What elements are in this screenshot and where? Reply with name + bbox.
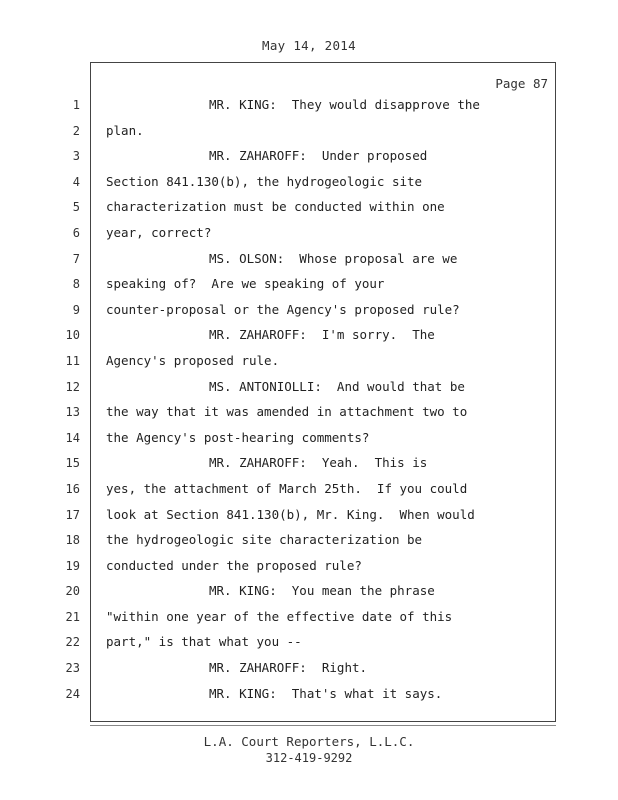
line-number: 12 <box>65 379 80 394</box>
transcript-line: "within one year of the effective date of this <box>106 608 453 624</box>
line-number: 13 <box>65 405 80 420</box>
line-number: 11 <box>65 353 80 368</box>
transcript-line: plan. <box>106 122 144 138</box>
line-number: 21 <box>65 609 80 624</box>
line-number: 17 <box>65 507 80 522</box>
transcript-line: Agency's proposed rule. <box>106 352 280 368</box>
line-number: 24 <box>65 686 80 701</box>
transcript-line: MR. ZAHAROFF: I'm sorry. The <box>209 327 435 343</box>
transcript-line: look at Section 841.130(b), Mr. King. When would <box>106 506 475 522</box>
line-number: 22 <box>65 635 80 650</box>
line-number: 23 <box>65 661 80 676</box>
line-number: 7 <box>72 251 80 266</box>
line-number: 14 <box>65 430 80 445</box>
transcript-line: MR. ZAHAROFF: Right. <box>209 660 368 676</box>
line-number: 6 <box>72 225 80 240</box>
page-number: Page 87 <box>495 76 548 91</box>
transcript-line: MS. ANTONIOLLI: And would that be <box>209 378 465 394</box>
footer <box>0 734 618 766</box>
line-number: 18 <box>65 533 80 548</box>
transcript-line: MS. OLSON: Whose proposal are we <box>209 250 458 266</box>
transcript-line: the Agency's post-hearing comments? <box>106 429 370 445</box>
transcript-line: year, correct? <box>106 224 212 240</box>
line-number-column <box>0 95 84 709</box>
line-number: 19 <box>65 558 80 573</box>
transcript-line: yes, the attachment of March 25th. If you could <box>106 480 468 496</box>
line-number: 9 <box>72 302 80 317</box>
transcript-line: part," is that what you -- <box>106 634 302 650</box>
line-number: 3 <box>72 149 80 164</box>
transcript-line: conducted under the proposed rule? <box>106 557 362 573</box>
transcript-line: the way that it was amended in attachment two to <box>106 404 468 420</box>
transcript-line: MR. KING: You mean the phrase <box>209 583 435 599</box>
line-number: 16 <box>65 481 80 496</box>
transcript-line: MR. ZAHAROFF: Yeah. This is <box>209 455 428 471</box>
transcript-line: counter-proposal or the Agency's proposed rule? <box>106 301 460 317</box>
court-reporter-phone: 312-419-9292 <box>265 751 353 765</box>
transcript-line: the hydrogeologic site characterization be <box>106 532 423 548</box>
line-number: 20 <box>65 584 80 599</box>
transcript-line: MR. KING: That's what it says. <box>209 685 443 701</box>
transcript-line: Section 841.130(b), the hydrogeologic site <box>106 173 423 189</box>
line-number: 2 <box>72 123 80 138</box>
court-reporter-name: L.A. Court Reporters, L.L.C. <box>203 734 415 749</box>
line-number: 4 <box>72 174 80 189</box>
transcript-line: MR. ZAHAROFF: Under proposed <box>209 148 428 164</box>
transcript-date: May 14, 2014 <box>262 38 356 53</box>
line-number: 8 <box>72 277 80 292</box>
line-number: 5 <box>72 200 80 215</box>
transcript-line: characterization must be conducted within one <box>106 199 445 215</box>
transcript-line: speaking of? Are we speaking of your <box>106 276 385 292</box>
transcript-body <box>106 95 546 709</box>
frame-bottom-rule <box>90 725 556 726</box>
line-number: 15 <box>65 456 80 471</box>
line-number: 10 <box>65 328 80 343</box>
line-number: 1 <box>72 98 80 112</box>
transcript-line: MR. KING: They would disapprove the <box>209 97 480 112</box>
